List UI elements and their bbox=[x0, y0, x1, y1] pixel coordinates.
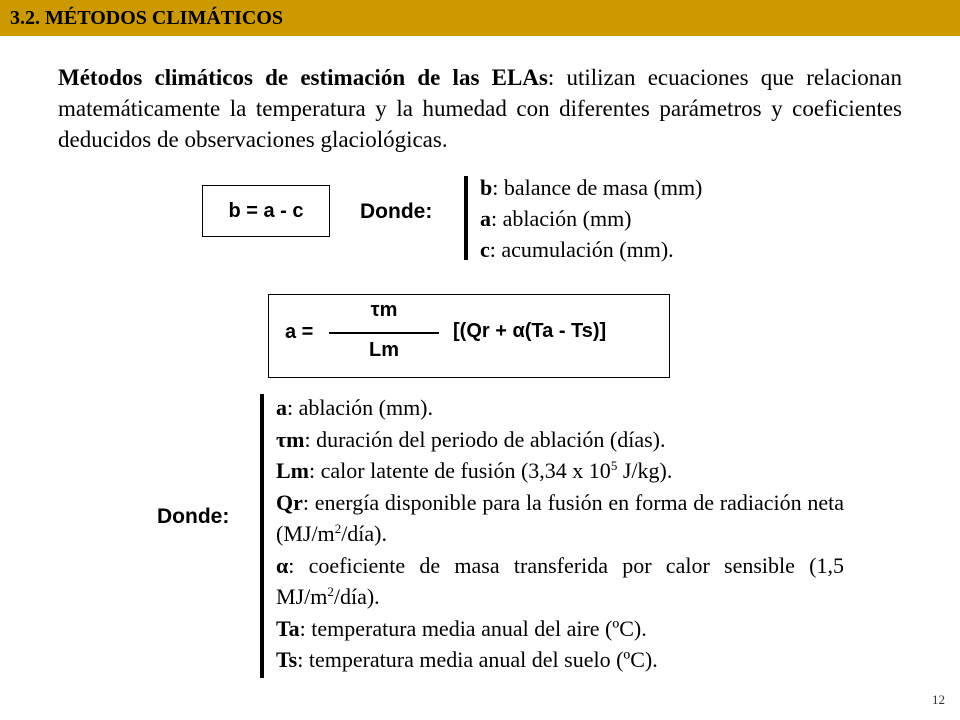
definition-item bbox=[276, 487, 844, 550]
intro-text: : utilizan ecuaciones que relacionan matemáticamente la temperatura y la humedad con diferentes parámetros y coeficientes deducidos de observaciones glaciológicas. bbox=[58, 65, 903, 152]
definition-list-2 bbox=[276, 392, 844, 676]
definition-desc: : ablación (mm) bbox=[491, 206, 632, 231]
equation-denominator: Lm bbox=[369, 339, 399, 361]
intro-bold-lead: Métodos climáticos de estimación de las ELAs bbox=[58, 65, 548, 90]
equation-ablation bbox=[268, 294, 670, 378]
definition-desc-after: /día). bbox=[341, 521, 388, 546]
definition-item bbox=[276, 455, 844, 487]
definition-desc: : acumulación (mm). bbox=[489, 237, 674, 262]
definition-item bbox=[480, 234, 702, 265]
definition-desc: : temperatura media anual del aire (ºC). bbox=[299, 615, 647, 641]
definition-item bbox=[276, 392, 844, 424]
definition-item bbox=[276, 550, 844, 613]
donde-label-2: Donde: bbox=[157, 505, 230, 528]
definition-desc: : energía disponible para la fusión en forma de radiación neta (MJ/m bbox=[276, 489, 844, 546]
definition-item bbox=[480, 172, 702, 203]
equation-rhs: [(Qr + α(Ta - Ts)] bbox=[453, 320, 607, 342]
superscript: 2 bbox=[327, 584, 334, 599]
definition-term: b bbox=[480, 175, 493, 200]
equation-balance-text: b = a - c bbox=[228, 199, 304, 222]
definition-term: Ts bbox=[276, 647, 298, 672]
section-title: 3.2. MÉTODOS CLIMÁTICOS bbox=[10, 7, 284, 29]
equation-balance bbox=[202, 185, 330, 237]
definition-term: α bbox=[276, 552, 289, 578]
definition-item bbox=[276, 424, 844, 456]
intro-paragraph bbox=[58, 62, 902, 155]
page-number: 12 bbox=[932, 692, 945, 707]
list-bracket-2 bbox=[260, 394, 264, 678]
definition-desc: : balance de masa (mm) bbox=[492, 175, 703, 200]
superscript: 5 bbox=[610, 458, 618, 473]
definition-desc: : temperatura media anual del suelo (ºC). bbox=[297, 647, 658, 672]
donde-label-1: Donde: bbox=[360, 200, 433, 223]
definition-term: a bbox=[276, 395, 287, 420]
definition-desc: : ablación (mm). bbox=[287, 395, 434, 420]
definition-item bbox=[276, 613, 844, 645]
definition-desc-after: /día). bbox=[333, 584, 380, 609]
definition-term: τm bbox=[276, 426, 305, 452]
list-bracket-1 bbox=[464, 176, 468, 260]
definition-desc: : duración del periodo de ablación (días). bbox=[304, 426, 666, 452]
definition-item bbox=[480, 203, 702, 234]
definition-term: a bbox=[480, 206, 491, 231]
superscript: 2 bbox=[334, 521, 342, 536]
definition-desc-after: J/kg). bbox=[617, 458, 673, 483]
definition-item bbox=[276, 644, 844, 676]
equation-numerator: τm bbox=[370, 299, 398, 321]
definition-desc: : calor latente de fusión (3,34 x 10 bbox=[309, 458, 611, 483]
definition-term: Ta bbox=[276, 615, 300, 641]
definition-term: c bbox=[480, 237, 490, 262]
fraction-line bbox=[329, 332, 439, 334]
definition-term: Qr bbox=[276, 489, 303, 515]
definition-term: Lm bbox=[276, 458, 309, 483]
equation-lhs: a = bbox=[285, 321, 314, 343]
definition-list-1 bbox=[480, 172, 702, 265]
definition-desc: : coeficiente de masa transferida por calor sensible (1,5 MJ/m bbox=[276, 552, 844, 609]
